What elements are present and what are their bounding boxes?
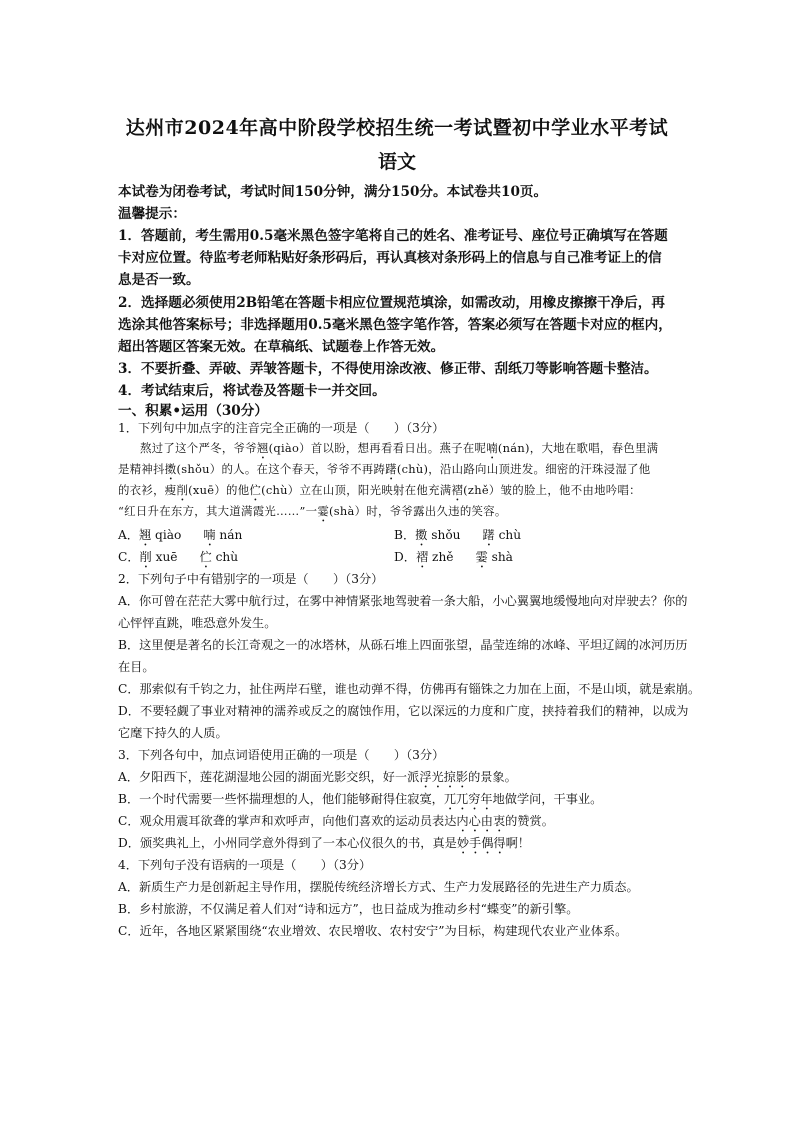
question-4-option-c: C．近年，各地区紧紧围绕“农业增效、农民增收、农村安宁”为目标，构建现代农业产业体系。 (118, 924, 628, 938)
option-a: A．翘 qiào 喃 nán (118, 528, 243, 542)
question-1-passage-line-1: 熬过了这个严冬，爷爷翘(qiào）首以盼，想再看看日出。燕子在呢喃(nán)，大地在歌唱，春色里满 (140, 441, 659, 455)
option-b: B．擞 shǒu 躇 chù (394, 528, 522, 542)
question-3-prompt: 3．下列各句中，加点词语使用正确的一项是（ ）（3分） (118, 748, 445, 762)
tip-2-line-3: 超出答题区答案无效。在草稿纸、试题卷上作答无效。 (118, 339, 445, 355)
option-d: D．褶 zhě 霎 shà (394, 550, 513, 564)
option-c: C．削 xuē 伫 chù (118, 550, 239, 564)
question-3-option-a: A．夕阳西下，莲花湖湿地公园的湖面光影交织，好一派浮光掠影的景象。 (118, 770, 517, 784)
question-2-option-d-line-1: D．不要轻觑了事业对精神的濡养或反之的腐蚀作用，它以深远的力度和广度，挟持着我们的精神，以成为 (118, 704, 689, 718)
question-1-passage-line-2: 是精神抖擞(shǒu）的人。在这个春天，爷爷不再踌躇(chù)，沿山路向山顶进发。细密的汗珠浸湿了他 (118, 462, 651, 476)
tip-1-line-1: 1．答题前，考生需用0.5毫米黑色签字笔将自己的姓名、准考证号、座位号正确填写在答题 (118, 228, 668, 244)
question-2-option-d-line-2: 它麾下持久的人质。 (118, 726, 228, 740)
question-4-prompt: 4．下列句子没有语病的一项是（ ）（3分） (118, 858, 372, 872)
question-3-option-c: C．观众用震耳欲聋的掌声和欢呼声，向他们喜欢的运动员表达内心由衷的赞赏。 (118, 814, 554, 828)
question-2-option-c: C．那索似有千钧之力，扯住两岸石壁，谁也动弹不得，仿佛再有锱铢之力加在上面，不是山顷，就是索崩。 (118, 682, 701, 696)
tips-heading: 温馨提示： (118, 206, 186, 222)
question-2-option-a-line-2: 心怦怦直跳，唯恐意外发生。 (118, 616, 277, 630)
question-2-option-b-line-1: B．这里便是著名的长江奇观之一的冰塔林，从砾石堆上四面张望，晶莹连绵的冰峰、平坦辽阔的冰河历历 (118, 638, 688, 652)
tip-1-line-2: 卡对应位置。待监考老师粘贴好条形码后，再认真核对条形码上的信息与自己准考证上的信 (118, 250, 662, 266)
tip-4: 4．考试结束后，将试卷及答题卡一并交回。 (118, 383, 386, 399)
question-1-passage-line-3: 的衣衫，瘦削(xuē）的他伫(chù）立在山顶，阳光映射在他充满褶(zhě）皱的脸上，他不由地吟唱： (118, 483, 641, 497)
question-4-option-a: A．新质生产力是创新起主导作用，摆脱传统经济增长方式、生产力发展路径的先进生产力质态。 (118, 880, 639, 894)
question-1-prompt: 1．下列句中加点字的注音完全正确的一项是（ ）（3分） (118, 421, 445, 435)
tip-3: 3．不要折叠、弄破、弄皱答题卡，不得使用涂改液、修正带、刮纸刀等影响答题卡整洁。 (118, 361, 658, 377)
subject-title: 语文 (377, 151, 416, 173)
question-4-option-b: B．乡村旅游，不仅满足着人们对“诗和远方”，也日益成为推动乡村“蝶变”的新引擎。 (118, 902, 579, 916)
section-heading: 一、积累•运用（30分） (118, 403, 268, 419)
exam-info: 本试卷为闭卷考试，考试时间150分钟，满分150分。本试卷共10页。 (118, 184, 548, 200)
question-2-prompt: 2．下列句子中有错别字的一项是（ ）（3分） (118, 572, 384, 586)
tip-2-line-2: 选涂其他答案标号；非选择题用0.5毫米黑色签字笔作答，答案必须写在答题卡对应的框内， (118, 317, 672, 333)
question-1-passage-line-4: “红日升在东方，其大道满霞光……”一霎(shà）时，爷爷露出久违的笑容。 (118, 504, 507, 518)
page-title: 达州市2024年高中阶段学校招生统一考试暨初中学业水平考试 (125, 117, 669, 139)
question-3-option-d: D．颁奖典礼上，小州同学意外得到了一本心仪很久的书，真是妙手偶得啊！ (118, 836, 530, 850)
tip-1-line-3: 息是否一致。 (118, 272, 200, 288)
question-3-option-b: B．一个时代需要一些怀揣理想的人，他们能够耐得住寂寞，兀兀穷年地做学问，干事业。 (118, 792, 603, 806)
question-2-option-b-line-2: 在目。 (118, 660, 155, 674)
tip-2-line-1: 2．选择题必须使用2B铅笔在答题卡相应位置规范填涂，如需改动，用橡皮擦擦干净后，再 (118, 295, 665, 311)
question-2-option-a-line-1: A．你可曾在茫茫大雾中航行过，在雾中神情紧张地驾驶着一条大船，小心翼翼地缓慢地向对岸驶去？你的 (118, 594, 688, 608)
